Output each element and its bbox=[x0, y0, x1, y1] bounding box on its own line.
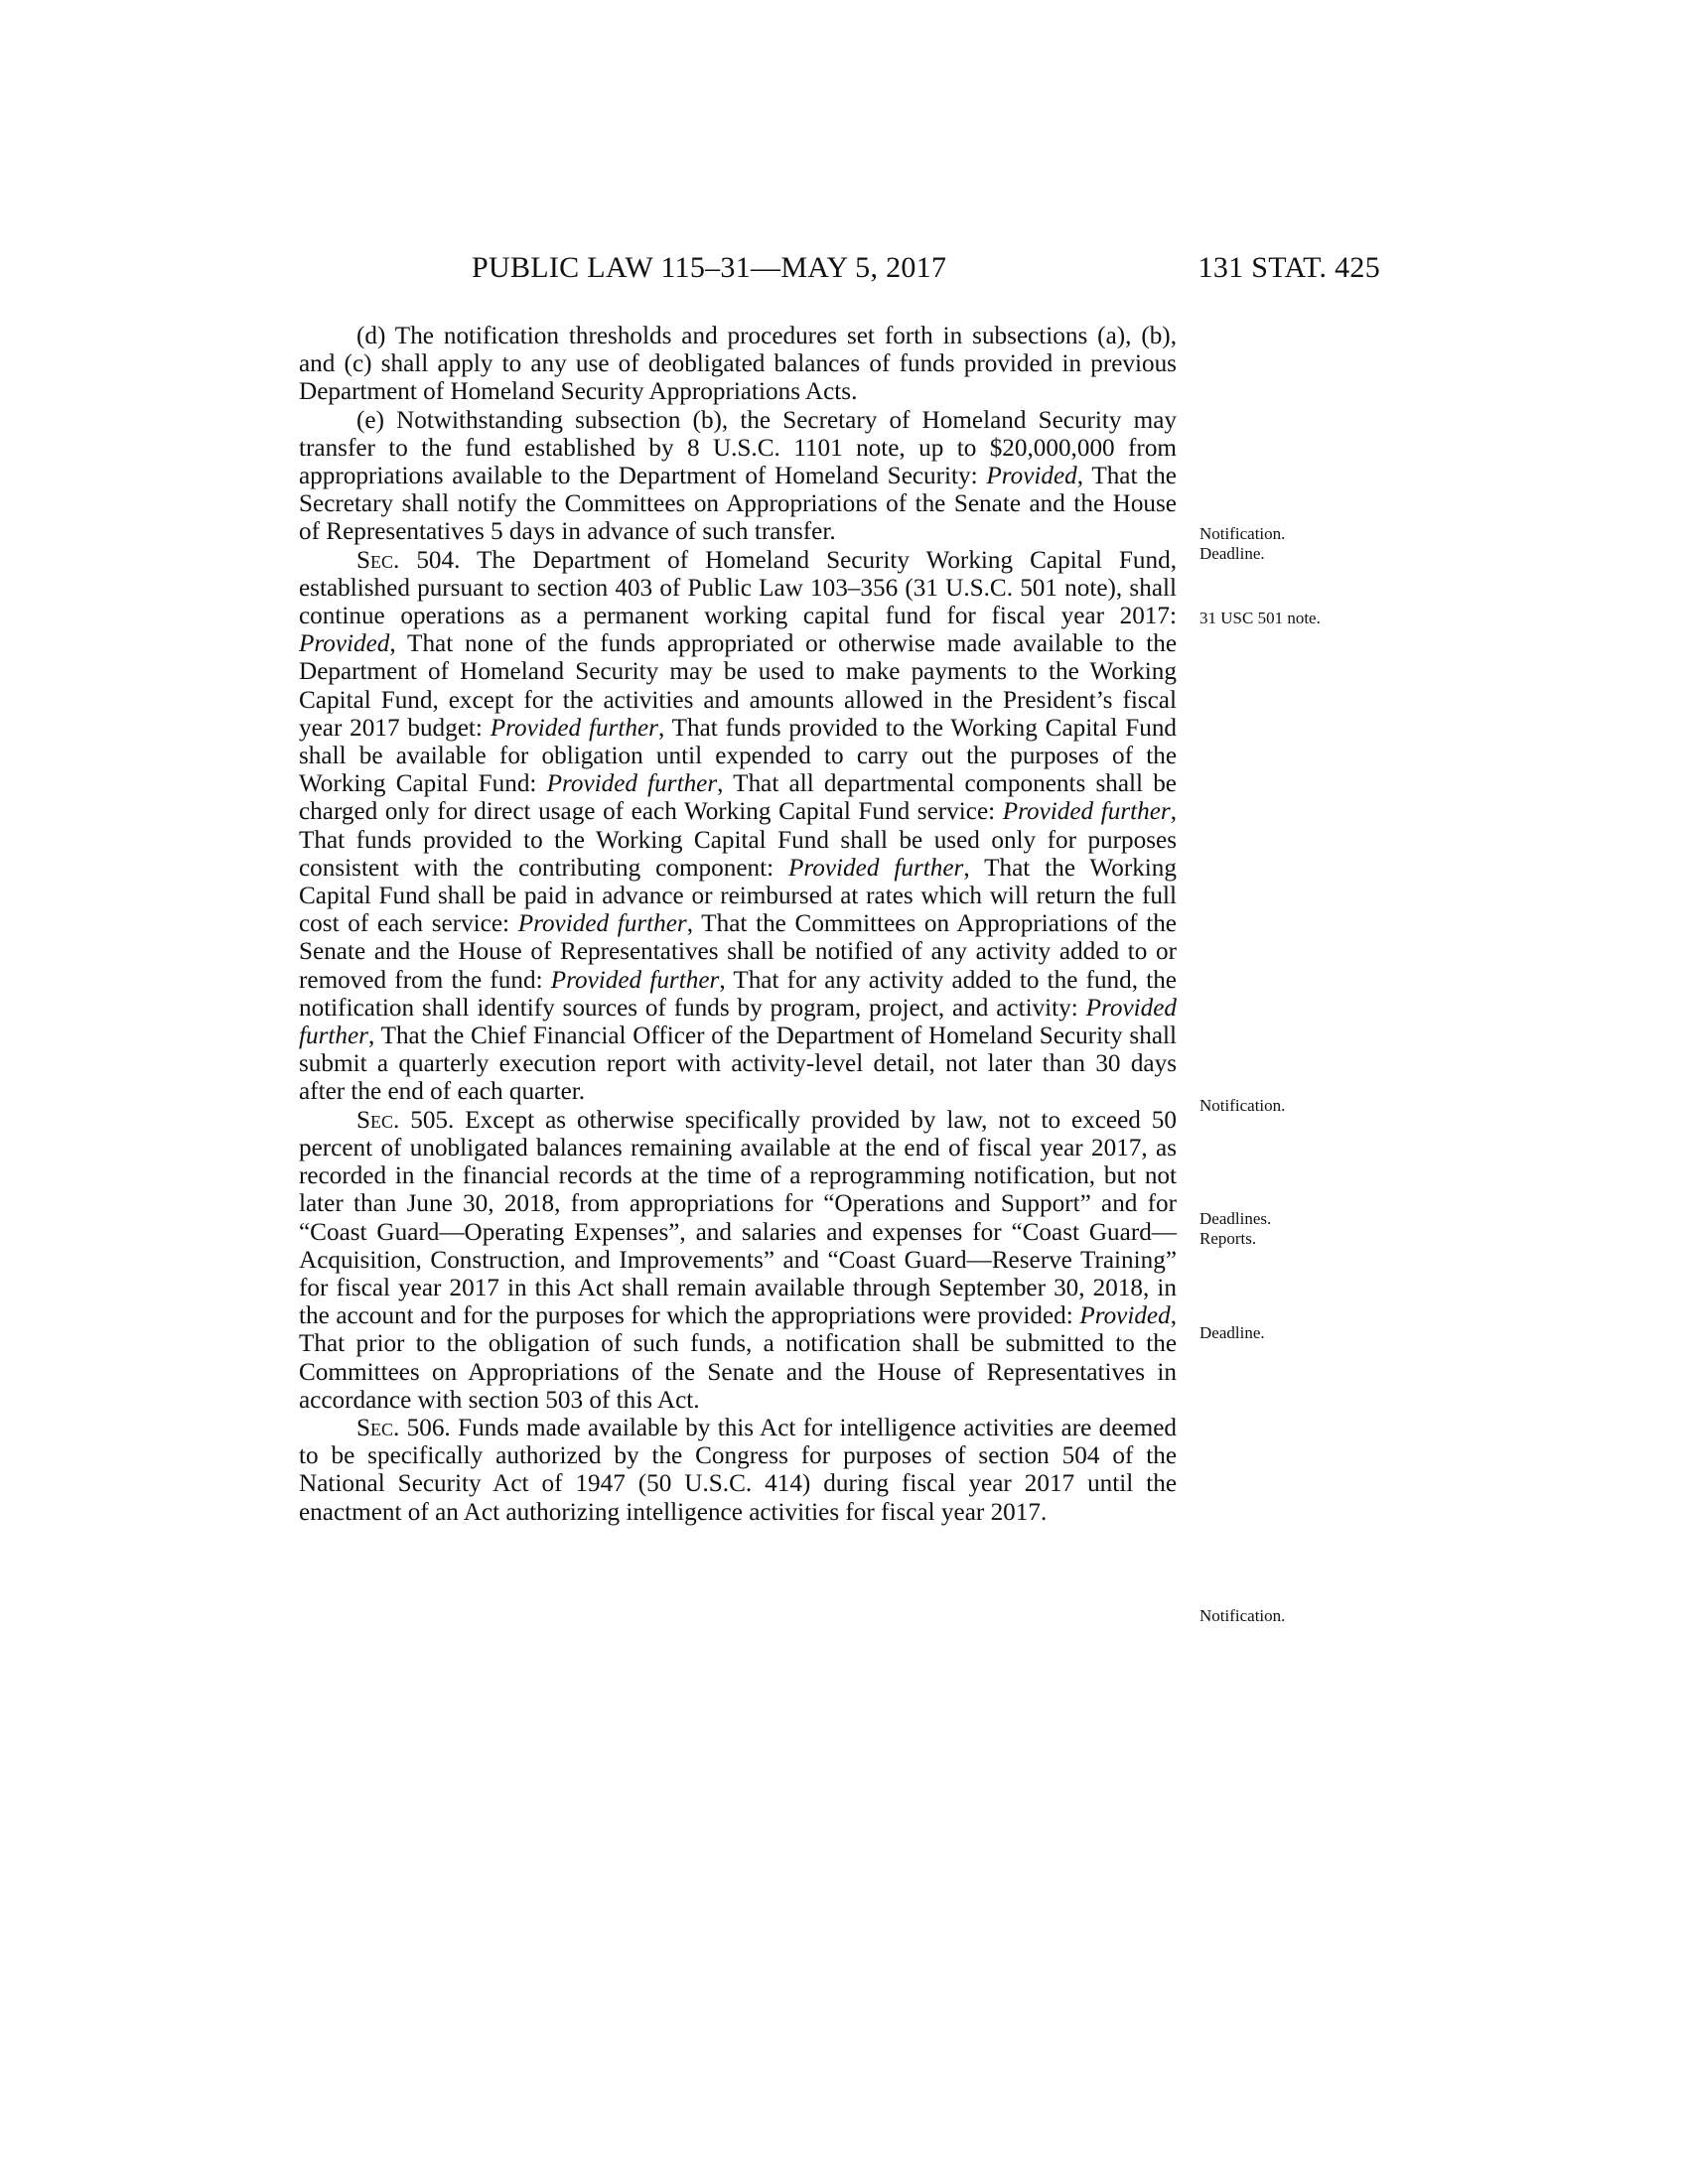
margin-note-line: Reports. bbox=[1199, 1229, 1257, 1248]
proviso: Provided further bbox=[299, 994, 1177, 1050]
margin-note-notification bbox=[1199, 1606, 1285, 1626]
paragraph-e bbox=[299, 407, 1177, 547]
proviso: Provided further bbox=[546, 770, 718, 798]
law-title: PUBLIC LAW 115–31—MAY 5, 2017 bbox=[472, 251, 947, 284]
paragraph-d bbox=[299, 323, 1177, 407]
section-506 bbox=[299, 1415, 1177, 1527]
margin-note-line: 31 USC 501 note. bbox=[1199, 609, 1321, 627]
section-label: Sec. 505. bbox=[356, 1106, 455, 1134]
margin-note-usc-citation bbox=[1199, 609, 1321, 628]
margin-note-deadlines-reports bbox=[1199, 1209, 1271, 1249]
proviso: Provided further bbox=[1002, 798, 1171, 826]
section-text: , That funds provided to the Working Capital Fund shall be used only for purposes consistent with the contributing component: bbox=[299, 798, 1177, 882]
section-text: , That the Chief Financial Officer of the Department of Homeland Security shall submit a quarterly execution report with activity-level detail, not later than 30 days after the end of each quarter. bbox=[299, 1023, 1177, 1106]
paragraph-e-text: (e) Notwithstanding subsection (b), the Secretary of Homeland Security may transfer to the fund established by 8 U.S.C. 1101 note, up to $20,000,000 from appropriations available to the Department of Homeland Security: bbox=[299, 406, 1177, 490]
section-505 bbox=[299, 1107, 1177, 1415]
section-label: Sec. 506. bbox=[356, 1414, 451, 1441]
margin-note-deadline bbox=[1199, 1323, 1265, 1343]
proviso: Provided further bbox=[788, 854, 964, 882]
margin-note-line: Deadline. bbox=[1199, 544, 1265, 563]
section-text: Except as otherwise specifically provided by law, not to exceed 50 percent of unobligated balances remaining available at the end of fiscal year 2017, as recorded in the financial records at the time of a reprogramming notification, but not later than June 30, 2018, from appropriations for “Operations and Support” and for “Coast Guard—Operating Expenses”, and salaries and expenses for “Coast Guard—Acquisition, Construction, and Improvements” and “Coast Guard—Reserve Training” for fiscal year 2017 in this Act shall remain available through September 30, 2018, in the account and for the purposes for which the appropriations were provided: bbox=[299, 1106, 1177, 1330]
proviso: Provided bbox=[299, 630, 390, 658]
margin-note-line: Notification. bbox=[1199, 1096, 1286, 1115]
proviso: Provided bbox=[986, 463, 1077, 490]
proviso: Provided further bbox=[517, 910, 687, 938]
section-text: , That for any activity added to the fund, the notification shall identify sources of funds by program, project, and activity: bbox=[299, 966, 1177, 1022]
stat-citation: 131 STAT. 425 bbox=[1197, 251, 1380, 284]
section-text: The Department of Homeland Security Working Capital Fund, established pursuant to section 403 of Public Law 103–356 (31 U.S.C. 501 note), shall continue operations as a permanent working capital fund for fiscal year 2017: bbox=[299, 546, 1177, 630]
margin-note-line: Deadline. bbox=[1199, 1323, 1265, 1342]
paragraph-d-text: (d) The notification thresholds and procedures set forth in subsections (a), (b), and (c) shall apply to any use of deobligated balances of funds provided in previous Department of Homeland Security Appropriations Acts. bbox=[299, 323, 1177, 406]
margin-note-notification bbox=[1199, 1096, 1285, 1116]
section-text: , That all departmental components shall be charged only for direct usage of each Working Capital Fund service: bbox=[299, 770, 1177, 826]
section-text: , That none of the funds appropriated or otherwise made available to the Department of Homeland Security may be used to make payments to the Working Capital Fund, except for the activities and amounts allowed in the President’s fiscal year 2017 budget: bbox=[299, 630, 1177, 742]
margin-note-line: Deadlines. bbox=[1199, 1209, 1272, 1228]
section-504 bbox=[299, 547, 1177, 1107]
paragraph-e-text: , That the Secretary shall notify the Committees on Appropriations of the Senate and the House of Representatives 5 days in advance of such transfer. bbox=[299, 463, 1177, 546]
margin-note-line: Notification. bbox=[1199, 524, 1286, 543]
running-head bbox=[298, 251, 1380, 291]
proviso: Provided further bbox=[550, 966, 720, 994]
body-text bbox=[299, 323, 1177, 1527]
section-text: , That the Working Capital Fund shall be paid in advance or reimbursed at rates which will return the full cost of each service: bbox=[299, 854, 1177, 938]
section-text: , That prior to the obligation of such funds, a notification shall be submitted to the Committees on Appropriations of the Senate and the House of Representatives in accordance with section 503 of this Act. bbox=[299, 1302, 1177, 1414]
section-label: Sec. 504. bbox=[356, 546, 461, 574]
proviso: Provided bbox=[1079, 1302, 1171, 1330]
section-text: Funds made available by this Act for intelligence activities are deemed to be specifically authorized by the Congress for purposes of section 504 of the National Security Act of 1947 (50 U.S.C. 414) during fiscal year 2017 until the enactment of an Act authorizing intelligence activities for fiscal year 2017. bbox=[299, 1414, 1177, 1526]
proviso: Provided further bbox=[490, 714, 658, 742]
section-text: , That funds provided to the Working Capital Fund shall be available for obligation until expended to carry out the purposes of the Working Capital Fund: bbox=[299, 714, 1178, 798]
margin-note-line: Notification. bbox=[1199, 1606, 1286, 1625]
section-text: , That the Committees on Appropriations of the Senate and the House of Representatives shall be notified of any activity added to or removed from the fund: bbox=[299, 910, 1177, 994]
margin-note-notification-deadline bbox=[1199, 524, 1285, 564]
